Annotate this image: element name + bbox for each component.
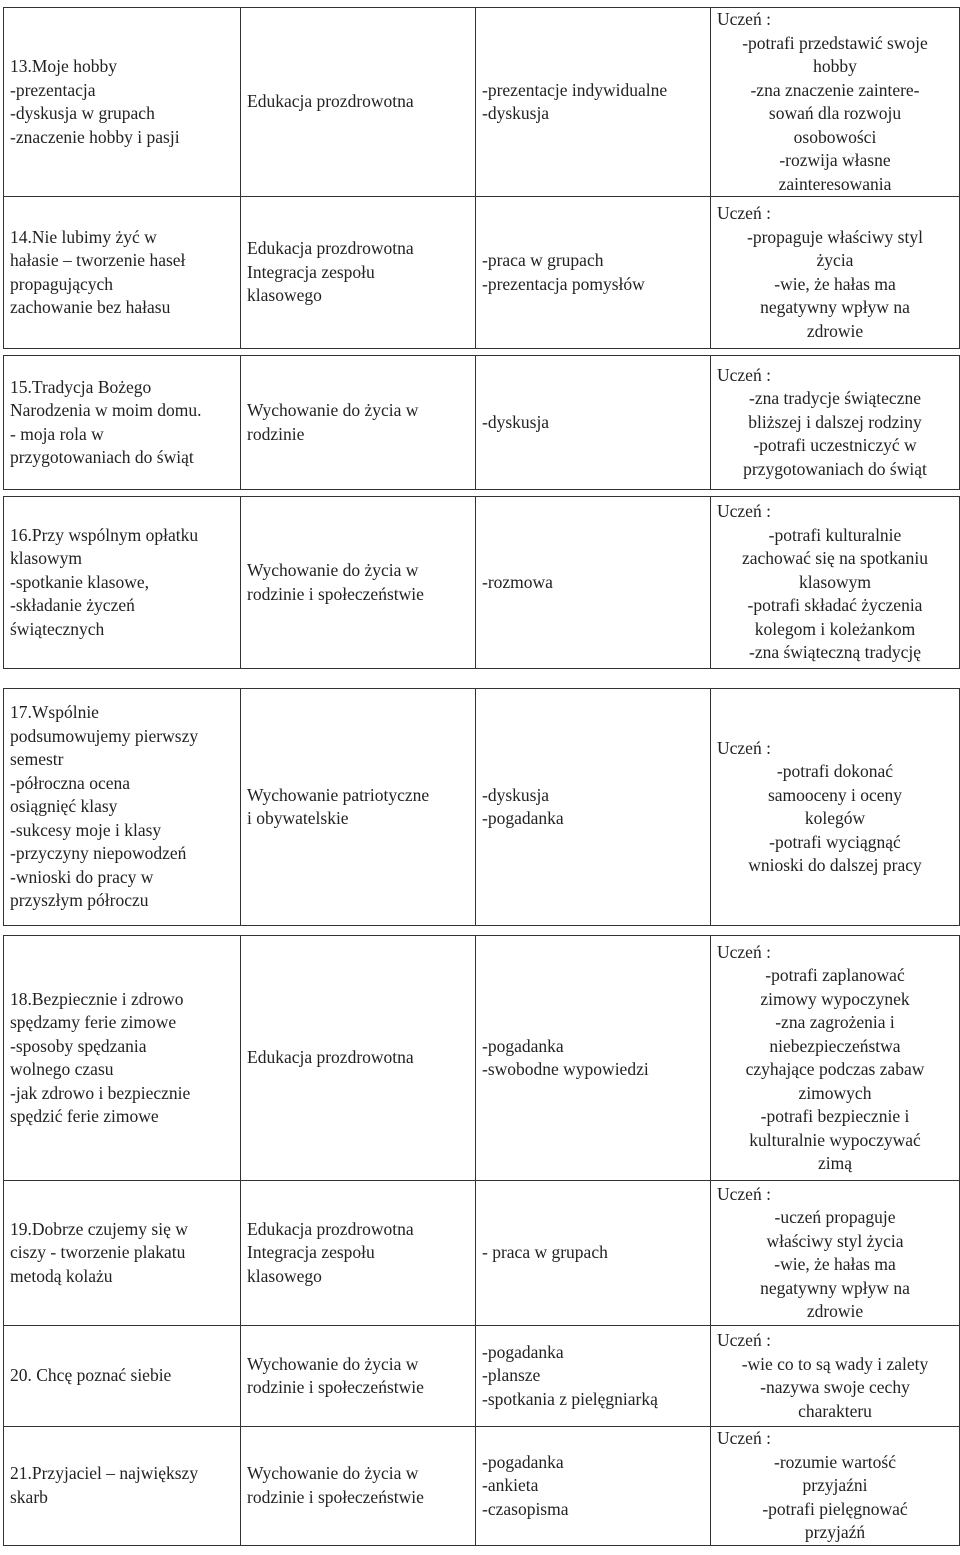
area-line: rodzinie i społeczeństwie <box>247 1377 424 1397</box>
outcomes-line: -potrafi przedstawić swoje <box>742 32 928 53</box>
outcomes-cell <box>711 356 960 490</box>
methods-cell <box>476 8 711 197</box>
outcomes-line: hobby <box>813 56 857 76</box>
table-row <box>4 8 960 197</box>
outcome-header: Uczeń : <box>717 941 771 962</box>
methods-cell <box>476 356 711 490</box>
methods-line: -dyskusja <box>482 103 550 123</box>
area-line: rodzinie i społeczeństwie <box>247 1486 424 1507</box>
topic-line: -sposoby spędzania <box>10 1035 147 1056</box>
topic-line: metodą kolażu <box>10 1265 113 1286</box>
topic-cell <box>4 197 241 349</box>
methods-line: -ankieta <box>482 1475 539 1495</box>
outcomes-line: zachować się na spotkaniu <box>741 548 929 569</box>
table-row <box>4 1181 960 1326</box>
outcomes-line: zimowy wypoczynek <box>760 988 910 1009</box>
topic-line: 17.Wspólnie <box>10 702 99 723</box>
methods-line: -swobodne wypowiedzi <box>482 1059 649 1079</box>
table-block-d <box>3 688 957 926</box>
outcomes-cell <box>711 497 960 669</box>
outcomes-line: -potrafi kulturalnie <box>768 524 902 545</box>
table-block-e <box>3 935 957 1546</box>
outcomes-line: zdrowie <box>806 1301 864 1321</box>
table-row <box>4 197 960 349</box>
table-row <box>4 936 960 1181</box>
table-row <box>4 1427 960 1546</box>
topic-line: skarb <box>10 1486 48 1507</box>
outcomes-line: -nazywa swoje cechy <box>760 1377 910 1397</box>
outcomes-line: negatywny wpływ na <box>760 297 910 317</box>
outcome-header: Uczeń : <box>717 737 771 758</box>
outcomes-line: zdrowie <box>806 320 864 341</box>
outcomes-line: samooceny i oceny <box>767 784 903 805</box>
outcomes-cell <box>711 689 960 926</box>
outcomes-cell <box>711 8 960 197</box>
outcomes-line: -wie, że hałas ma <box>774 273 896 294</box>
topic-cell <box>4 689 241 926</box>
outcomes-line: zimowych <box>798 1082 872 1103</box>
topic-line: semestr <box>10 749 64 770</box>
outcomes-line: -potrafi dokonać <box>776 761 894 781</box>
topic-line: klasowym <box>10 548 82 569</box>
outcomes-cell <box>711 936 960 1181</box>
area-cell <box>241 497 476 669</box>
outcomes-line: -propaguje właściwy styl <box>747 226 923 247</box>
methods-line: -pogadanka <box>482 1451 564 1472</box>
topic-line: przyszłym półroczu <box>10 890 149 911</box>
topic-cell <box>4 936 241 1181</box>
topic-line: -jak zdrowo i bezpiecznie <box>10 1082 191 1103</box>
topic-line: -spotkanie klasowe, <box>10 571 149 592</box>
methods-line: -prezentacje indywidualne <box>482 79 668 100</box>
outcomes-line: -wie co to są wady i zalety <box>741 1353 929 1374</box>
methods-line: -prezentacja pomysłów <box>482 273 645 294</box>
outcome-header: Uczeń : <box>717 203 771 223</box>
topic-line: -składanie życzeń <box>10 595 135 616</box>
table-block-c <box>3 496 957 669</box>
area-cell <box>241 1427 476 1546</box>
topic-line: podsumowujemy pierwszy <box>10 725 199 746</box>
outcomes-line: negatywny wpływ na <box>760 1277 910 1298</box>
area-line: klasowego <box>247 285 322 306</box>
area-cell <box>241 356 476 490</box>
table-row <box>4 356 960 490</box>
methods-line: -pogadanka <box>482 1035 564 1056</box>
area-line: Edukacja prozdrowotna <box>247 91 414 112</box>
topic-line: osiągnięć klasy <box>10 796 118 817</box>
outcomes-cell <box>711 1326 960 1427</box>
topic-line: 14.Nie lubimy żyć w <box>10 226 157 247</box>
area-line: Wychowanie do życia w <box>247 400 419 420</box>
topic-line: Narodzenia w moim domu. <box>10 400 202 420</box>
area-line: Wychowanie do życia w <box>247 560 419 580</box>
topic-line: -znaczenie hobby i pasji <box>10 126 180 147</box>
area-line: rodzinie i społeczeństwie <box>247 583 424 604</box>
methods-line: -plansze <box>482 1365 541 1386</box>
outcomes-line: -uczeń propaguje <box>774 1207 896 1227</box>
area-line: Wychowanie do życia w <box>247 1463 419 1484</box>
outcomes-line: klasowym <box>799 571 871 592</box>
outcomes-line: -rozwija własne <box>779 150 891 170</box>
outcomes-line: kolegów <box>804 808 866 828</box>
topic-line: 16.Przy wspólnym opłatku <box>10 524 199 545</box>
topic-line: propagujących <box>10 273 114 294</box>
outcomes-line: wnioski do dalszej pracy <box>748 855 922 875</box>
outcome-header: Uczeń : <box>717 1183 771 1204</box>
topic-line: 18.Bezpiecznie i zdrowo <box>10 988 184 1009</box>
outcomes-line: -potrafi wyciągnąć <box>769 831 901 852</box>
outcomes-cell <box>711 197 960 349</box>
outcomes-line: kolegom i koleżankom <box>754 618 916 639</box>
topic-cell <box>4 1326 241 1427</box>
topic-cell <box>4 1181 241 1326</box>
outcomes-line: kulturalnie wypoczywać <box>749 1129 921 1150</box>
outcomes-line: przygotowaniach do świąt <box>743 458 927 479</box>
lesson-table-c <box>3 496 960 669</box>
outcomes-line: zainteresowania <box>778 173 892 194</box>
area-cell <box>241 689 476 926</box>
methods-cell <box>476 936 711 1181</box>
outcomes-line: bliższej i dalszej rodziny <box>748 411 922 432</box>
outcomes-line: -zna świąteczną tradycję <box>749 642 921 663</box>
topic-line: -półroczna ocena <box>10 772 130 793</box>
methods-line: -spotkania z pielęgniarką <box>482 1388 658 1409</box>
area-line: Wychowanie patriotyczne <box>247 784 430 805</box>
topic-cell <box>4 8 241 197</box>
outcomes-line: -potrafi składać życzenia <box>747 595 923 616</box>
outcomes-line: -potrafi pielęgnować <box>762 1498 908 1519</box>
outcomes-line: przyjaźń <box>804 1522 866 1542</box>
area-cell <box>241 1181 476 1326</box>
outcome-header: Uczeń : <box>717 501 771 522</box>
area-cell <box>241 8 476 197</box>
topic-cell <box>4 497 241 669</box>
methods-line: - praca w grupach <box>482 1242 608 1263</box>
area-line: rodzinie <box>247 423 305 444</box>
methods-line: -praca w grupach <box>482 250 604 270</box>
methods-cell <box>476 689 711 926</box>
outcomes-line: przyjaźni <box>802 1475 868 1495</box>
topic-line: hałasie – tworzenie haseł <box>10 250 186 270</box>
topic-line: -przyczyny niepowodzeń <box>10 843 187 864</box>
table-row <box>4 689 960 926</box>
methods-line: -pogadanka <box>482 808 564 828</box>
lesson-table-e <box>3 935 960 1546</box>
area-line: Edukacja prozdrowotna <box>247 1218 414 1239</box>
outcome-header: Uczeń : <box>717 9 771 29</box>
methods-cell <box>476 197 711 349</box>
topic-line: zachowanie bez hałasu <box>10 297 171 317</box>
outcomes-line: -zna znaczenie zaintere- <box>750 79 920 100</box>
lesson-table-b <box>3 355 960 490</box>
outcomes-line: sowań dla rozwoju <box>768 103 902 123</box>
topic-line: spędzamy ferie zimowe <box>10 1012 177 1032</box>
outcome-header: Uczeń : <box>717 1428 771 1448</box>
methods-line: -rozmowa <box>482 571 553 592</box>
topic-line: wolnego czasu <box>10 1059 114 1079</box>
outcomes-line: zimą <box>817 1153 852 1173</box>
outcomes-cell <box>711 1427 960 1546</box>
topic-line: spędzić ferie zimowe <box>10 1106 159 1126</box>
topic-line: przygotowaniach do świąt <box>10 447 194 467</box>
outcomes-line: -zna tradycje świąteczne <box>749 388 921 409</box>
lesson-table-d <box>3 688 960 926</box>
topic-line: 19.Dobrze czujemy się w <box>10 1218 188 1239</box>
topic-line: -dyskusja w grupach <box>10 103 155 123</box>
methods-line: -dyskusja <box>482 784 550 805</box>
outcomes-line: właściwy styl życia <box>766 1230 904 1251</box>
outcomes-line: -potrafi uczestniczyć w <box>753 435 917 456</box>
area-line: Integracja zespołu <box>247 1242 375 1263</box>
area-cell <box>241 936 476 1181</box>
outcomes-line: osobowości <box>793 126 877 147</box>
table-row <box>4 497 960 669</box>
area-line: Integracja zespołu <box>247 261 375 282</box>
area-line: Edukacja prozdrowotna <box>247 1047 414 1068</box>
topic-line: -sukcesy moje i klasy <box>10 819 162 840</box>
table-row <box>4 1326 960 1427</box>
topic-line: ciszy - tworzenie plakatu <box>10 1242 186 1263</box>
methods-line: -dyskusja <box>482 411 550 432</box>
outcomes-cell <box>711 1181 960 1326</box>
topic-line: - moja rola w <box>10 423 104 444</box>
outcome-header: Uczeń : <box>717 364 771 385</box>
topic-cell <box>4 356 241 490</box>
lesson-table-a <box>3 7 960 349</box>
area-line: klasowego <box>247 1265 322 1286</box>
topic-line: 20. Chcę poznać siebie <box>10 1365 172 1386</box>
area-line: Edukacja prozdrowotna <box>247 238 414 259</box>
methods-line: -czasopisma <box>482 1498 569 1519</box>
topic-line: świątecznych <box>10 618 105 639</box>
area-line: Wychowanie do życia w <box>247 1353 419 1374</box>
topic-line: 15.Tradycja Bożego <box>10 376 152 397</box>
topic-line: -wnioski do pracy w <box>10 866 154 887</box>
outcomes-line: -potrafi zaplanować <box>765 965 905 985</box>
outcomes-line: niebezpieczeństwa <box>769 1035 901 1056</box>
methods-cell <box>476 1326 711 1427</box>
table-block-a <box>3 7 957 349</box>
outcomes-line: charakteru <box>798 1400 872 1421</box>
methods-cell <box>476 1181 711 1326</box>
methods-cell <box>476 1427 711 1546</box>
methods-line: -pogadanka <box>482 1341 564 1362</box>
table-block-b <box>3 355 957 490</box>
topic-line: 21.Przyjaciel – największy <box>10 1463 199 1484</box>
topic-line: 13.Moje hobby <box>10 56 117 76</box>
area-line: i obywatelskie <box>247 808 349 828</box>
outcome-header: Uczeń : <box>717 1330 771 1350</box>
area-cell <box>241 1326 476 1427</box>
outcomes-line: -rozumie wartość <box>774 1451 896 1472</box>
outcomes-line: -zna zagrożenia i <box>775 1012 895 1032</box>
outcomes-line: czyhające podczas zabaw <box>745 1059 925 1079</box>
outcomes-line: -potrafi bezpiecznie i <box>760 1106 910 1126</box>
area-cell <box>241 197 476 349</box>
topic-line: -prezentacja <box>10 79 96 100</box>
outcomes-line: -wie, że hałas ma <box>774 1254 896 1274</box>
methods-cell <box>476 497 711 669</box>
topic-cell <box>4 1427 241 1546</box>
outcomes-line: życia <box>816 250 854 270</box>
